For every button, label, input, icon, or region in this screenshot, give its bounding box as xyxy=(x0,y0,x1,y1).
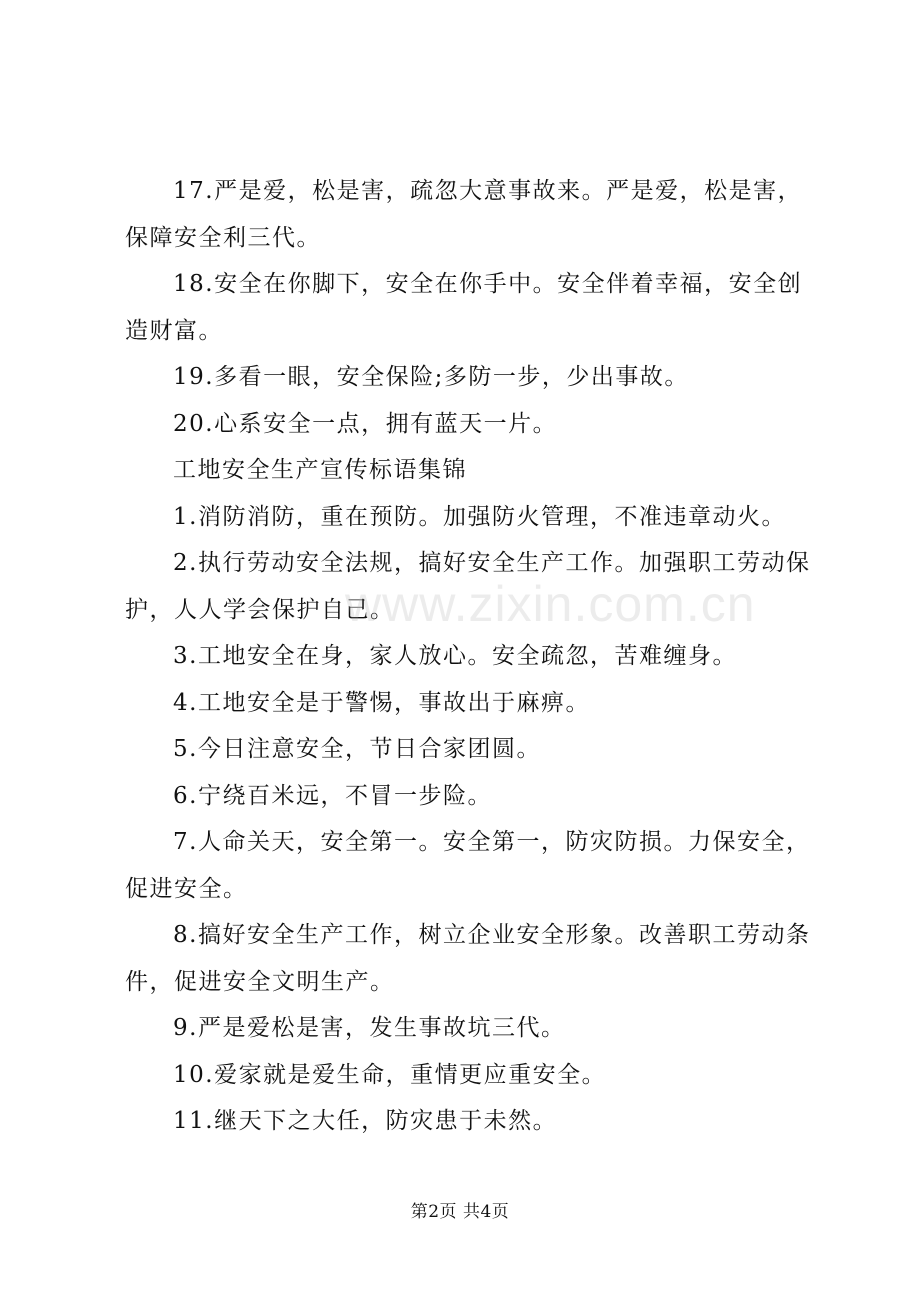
paragraph-2: 2.执行劳动安全法规，搞好安全生产工作。加强职工劳动保护，人人学会保护自己。 xyxy=(125,550,811,623)
paragraph-1: 1.消防消防，重在预防。加强防火管理，不准违章动火。 xyxy=(173,503,786,530)
paragraph-9: 9.严是爱松是害，发生事故坑三代。 xyxy=(173,1015,566,1041)
paragraph-17: 17.严是爱，松是害，疏忽大意事故来。严是爱，松是害，保障安全利三代。 xyxy=(125,178,803,251)
paragraph-7: 7.人命关天，安全第一。安全第一，防灾防损。力保安全，促进安全。 xyxy=(125,829,811,902)
paragraph-18: 18.安全在你脚下，安全在你手中。安全伴着幸福，安全创造财富。 xyxy=(125,271,803,344)
paragraph-20: 20.心系安全一点，拥有蓝天一片。 xyxy=(173,410,558,437)
paragraph-5: 5.今日注意安全，节日合家团圆。 xyxy=(173,736,541,762)
section-heading: 工地安全生产宣传标语集锦 xyxy=(173,457,467,483)
paragraph-8: 8.搞好安全生产工作，树立企业安全形象。改善职工劳动条件，促进安全文明生产。 xyxy=(125,922,811,995)
paragraph-11: 11.继天下之大任，防灾患于未然。 xyxy=(173,1108,558,1134)
watermark: www.zixin.com.cn xyxy=(345,576,756,632)
paragraph-3: 3.工地安全在身，家人放心。安全疏忽，苦难缠身。 xyxy=(173,643,737,669)
page-footer: 第2页 共4页 xyxy=(410,1202,510,1222)
paragraph-4: 4.工地安全是于警惕，事故出于麻痹。 xyxy=(173,689,590,716)
paragraph-6: 6.宁绕百米远，不冒一步险。 xyxy=(173,782,492,809)
document-body xyxy=(125,168,815,1145)
paragraph-10: 10.爱家就是爱生命，重情更应重安全。 xyxy=(173,1061,607,1088)
paragraph-19: 19.多看一眼，安全保险;多防一步，少出事故。 xyxy=(173,364,689,390)
